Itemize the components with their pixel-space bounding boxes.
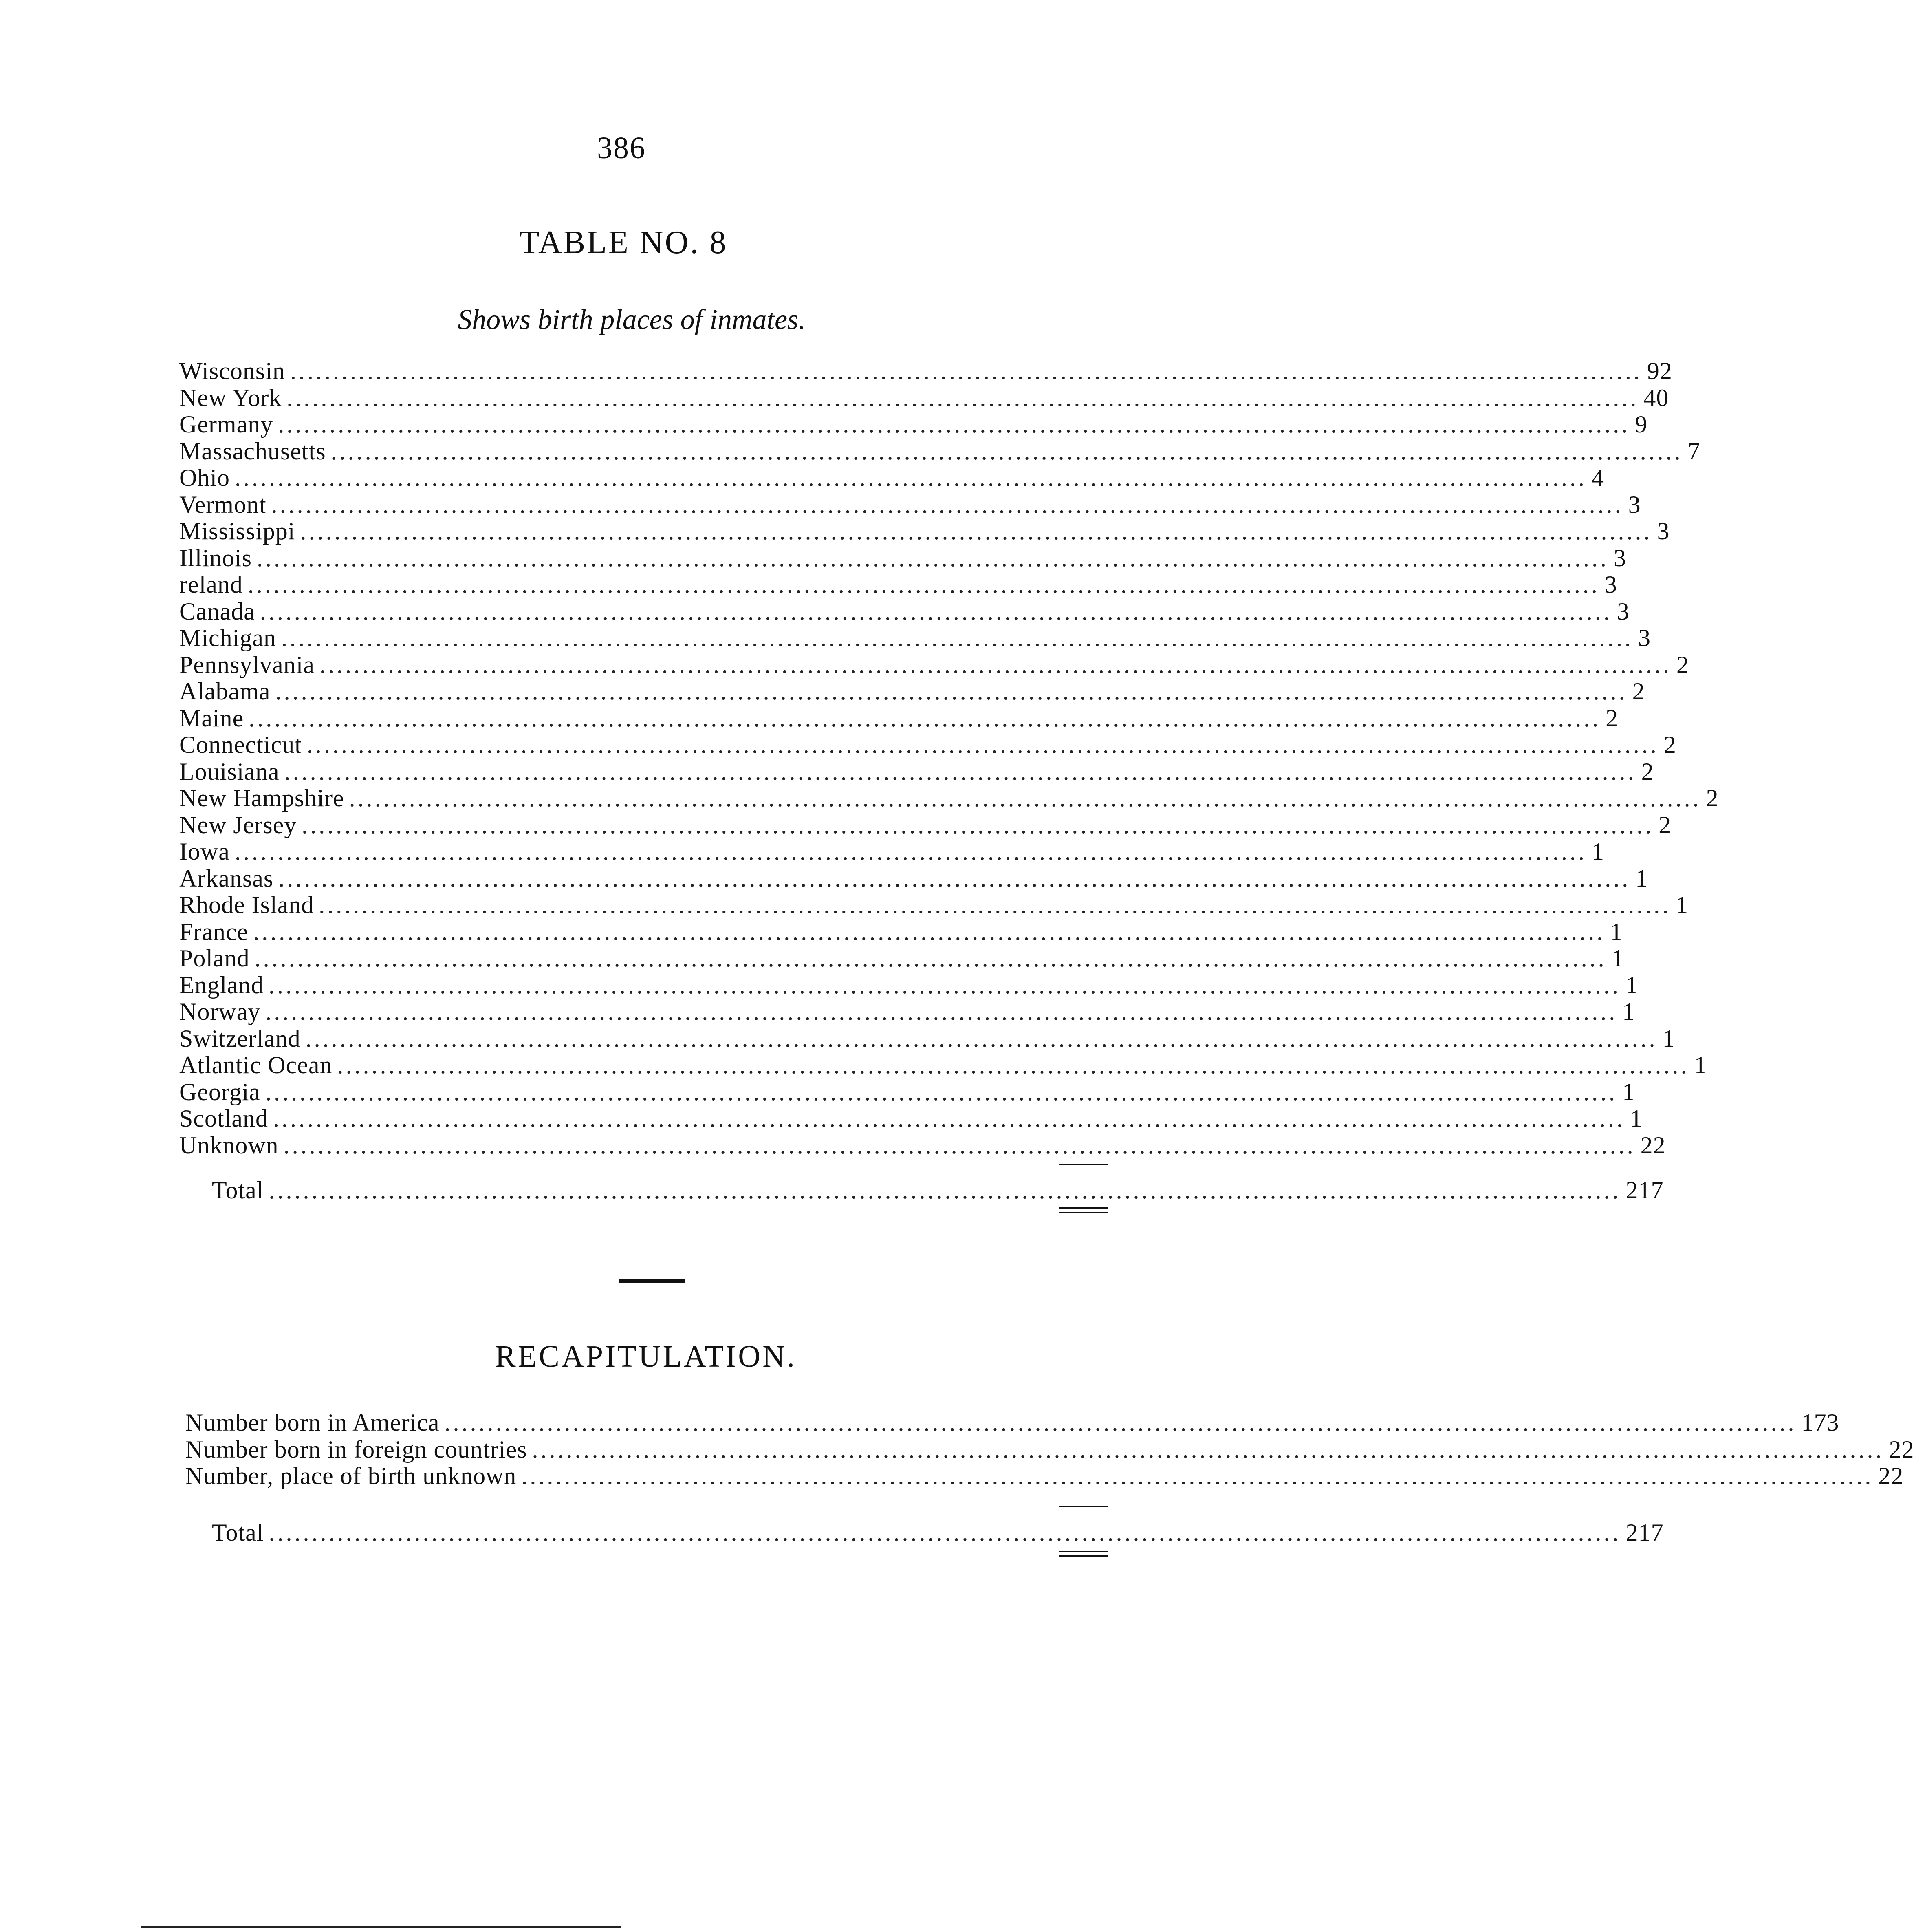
- birthplace-row: [179, 1131, 1666, 1159]
- leader-dots: ..............................................................................................................................................................: [257, 544, 1609, 571]
- leader-dots: ..............................................................................................................................................................: [532, 1436, 1884, 1463]
- birthplace-value: 2: [1676, 651, 1689, 678]
- birthplace-value: 1: [1630, 1105, 1643, 1132]
- birthplace-label: Iowa: [179, 838, 230, 865]
- birthplace-label: Louisiana: [179, 758, 280, 785]
- leader-dots: ..............................................................................................................................................................: [235, 464, 1587, 491]
- birthplace-row: [179, 491, 1641, 518]
- leader-dots: ..............................................................................................................................................................: [521, 1462, 1874, 1489]
- leader-dots: ..............................................................................................................................................................: [281, 624, 1633, 651]
- table-title: TABLE NO. 8: [519, 225, 728, 260]
- leader-dots: ..............................................................................................................................................................: [265, 998, 1618, 1025]
- birthplace-row: [179, 945, 1624, 972]
- leader-dots: ..............................................................................................................................................................: [234, 838, 1587, 865]
- birthplace-row: [179, 651, 1689, 679]
- leader-dots: ..............................................................................................................................................................: [305, 1025, 1658, 1052]
- birthplace-row: [179, 598, 1630, 625]
- birthplace-row: [179, 731, 1676, 759]
- leader-dots: ..............................................................................................................................................................: [278, 411, 1630, 438]
- recap-row: [185, 1436, 1914, 1463]
- recap-total-label: Total: [212, 1519, 264, 1546]
- recap-total-row: [212, 1519, 1664, 1546]
- leader-dots: ..............................................................................................................................................................: [300, 518, 1652, 545]
- birthplace-label: Germany: [179, 411, 273, 438]
- total-row: [212, 1177, 1664, 1204]
- birthplace-label: Wisconsin: [179, 357, 285, 384]
- birthplace-value: 1: [1610, 918, 1623, 945]
- birthplace-row: [179, 918, 1623, 946]
- leader-dots: ..............................................................................................................................................................: [269, 1519, 1621, 1546]
- birthplace-value: 3: [1617, 598, 1630, 625]
- leader-dots: ..............................................................................................................................................................: [306, 731, 1659, 758]
- birthplace-row: [179, 678, 1645, 705]
- recapitulation-title: RECAPITULATION.: [495, 1339, 797, 1374]
- leader-dots: ..............................................................................................................................................................: [302, 811, 1654, 838]
- birthplace-row: [179, 971, 1638, 999]
- leader-dots: ..............................................................................................................................................................: [337, 1052, 1689, 1078]
- birthplace-row: [179, 865, 1648, 892]
- birthplace-label: Maine: [179, 704, 244, 732]
- birthplace-value: 1: [1635, 865, 1648, 892]
- birthplace-value: 2: [1663, 731, 1676, 758]
- leader-dots: ..............................................................................................................................................................: [269, 1177, 1621, 1204]
- recap-row: [185, 1409, 1839, 1436]
- birthplace-value: 1: [1625, 971, 1638, 999]
- leader-dots: ..............................................................................................................................................................: [286, 384, 1639, 411]
- birthplace-value: 1: [1662, 1025, 1675, 1052]
- recap-value: 22: [1878, 1462, 1904, 1489]
- birthplace-row: [179, 624, 1651, 652]
- section-divider: [619, 1279, 685, 1283]
- total-label: Total: [212, 1177, 264, 1204]
- leader-dots: ..............................................................................................................................................................: [290, 357, 1642, 384]
- recap-row: [185, 1462, 1904, 1490]
- birthplace-label: Unknown: [179, 1131, 279, 1159]
- birthplace-label: France: [179, 918, 249, 945]
- birthplace-value: 3: [1614, 544, 1627, 571]
- double-rule: [1059, 1207, 1108, 1213]
- birthplace-row: [179, 1078, 1635, 1106]
- birthplace-label: England: [179, 971, 264, 999]
- birthplace-value: 3: [1657, 518, 1670, 545]
- leader-dots: ..............................................................................................................................................................: [260, 598, 1612, 625]
- leader-dots: ..............................................................................................................................................................: [444, 1409, 1797, 1436]
- birthplace-value: 1: [1591, 838, 1604, 865]
- birthplace-row: [179, 1025, 1675, 1052]
- birthplace-row: [179, 998, 1635, 1026]
- birthplace-row: [179, 571, 1617, 598]
- birthplace-row: [179, 464, 1604, 492]
- leader-dots: ..............................................................................................................................................................: [278, 865, 1631, 892]
- recap-label: Number, place of birth unknown: [185, 1462, 517, 1489]
- recap-sum-rule: [1059, 1506, 1108, 1507]
- leader-dots: ..............................................................................................................................................................: [330, 437, 1683, 465]
- leader-dots: ..............................................................................................................................................................: [283, 1131, 1636, 1159]
- birthplace-label: Georgia: [179, 1078, 261, 1105]
- birthplace-row: [179, 357, 1672, 385]
- birthplace-value: 3: [1628, 491, 1641, 518]
- birthplace-label: Scotland: [179, 1105, 268, 1132]
- birthplace-label: Massachusetts: [179, 437, 326, 465]
- recapitulation-table: [185, 1409, 1914, 1490]
- birthplace-value: 3: [1604, 571, 1617, 598]
- birthplace-value: 1: [1622, 998, 1635, 1025]
- birthplace-value: 7: [1687, 437, 1700, 465]
- leader-dots: ..............................................................................................................................................................: [271, 491, 1623, 518]
- birthplace-value: 2: [1706, 785, 1719, 812]
- birthplace-value: 3: [1638, 624, 1651, 651]
- birthplace-value: 92: [1647, 357, 1672, 384]
- birthplace-row: [179, 544, 1627, 572]
- birthplace-label: Michigan: [179, 624, 276, 651]
- leader-dots: ..............................................................................................................................................................: [247, 571, 1600, 598]
- birthplace-label: reland: [179, 571, 243, 598]
- birthplace-label: Poland: [179, 945, 250, 972]
- leader-dots: ..............................................................................................................................................................: [268, 971, 1621, 999]
- birthplace-row: [179, 384, 1669, 412]
- birthplace-row: [179, 704, 1619, 732]
- birthplace-value: 9: [1635, 411, 1648, 438]
- recap-label: Number born in America: [185, 1409, 440, 1436]
- birthplace-row: [179, 758, 1654, 785]
- birthplace-row: [179, 411, 1648, 438]
- birthplace-row: [179, 811, 1672, 839]
- leader-dots: ..............................................................................................................................................................: [284, 758, 1636, 785]
- leader-dots: ..............................................................................................................................................................: [265, 1078, 1618, 1105]
- recap-total-value: 217: [1625, 1519, 1664, 1546]
- birthplace-row: [179, 1052, 1707, 1079]
- birthplace-table: [179, 357, 1719, 1159]
- birthplace-label: Canada: [179, 598, 255, 625]
- birthplace-row: [179, 891, 1689, 919]
- total-value: 217: [1625, 1177, 1664, 1204]
- birthplace-label: Vermont: [179, 491, 267, 518]
- birthplace-value: 2: [1606, 704, 1619, 732]
- recap-double-rule: [1059, 1551, 1108, 1557]
- birthplace-value: 40: [1643, 384, 1669, 411]
- leader-dots: ..............................................................................................................................................................: [349, 785, 1701, 812]
- birthplace-value: 2: [1641, 758, 1654, 785]
- birthplace-row: [179, 437, 1700, 465]
- birthplace-label: New York: [179, 384, 282, 411]
- birthplace-row: [179, 838, 1604, 865]
- birthplace-label: Ohio: [179, 464, 230, 491]
- birthplace-row: [179, 518, 1670, 545]
- bottom-rule: [141, 1926, 621, 1928]
- recap-label: Number born in foreign countries: [185, 1436, 527, 1463]
- birthplace-value: 2: [1632, 678, 1645, 705]
- recap-value: 173: [1801, 1409, 1839, 1436]
- birthplace-label: Atlantic Ocean: [179, 1052, 333, 1078]
- leader-dots: ..............................................................................................................................................................: [253, 918, 1606, 945]
- leader-dots: ..............................................................................................................................................................: [275, 678, 1628, 705]
- leader-dots: ..............................................................................................................................................................: [319, 651, 1672, 678]
- birthplace-value: 1: [1694, 1052, 1707, 1078]
- birthplace-label: New Hampshire: [179, 785, 344, 812]
- birthplace-label: Mississippi: [179, 518, 295, 545]
- leader-dots: ..............................................................................................................................................................: [254, 945, 1607, 972]
- birthplace-value: 2: [1659, 811, 1672, 838]
- birthplace-label: Arkansas: [179, 865, 274, 892]
- birthplace-label: Rhode Island: [179, 891, 314, 918]
- leader-dots: ..............................................................................................................................................................: [273, 1105, 1625, 1132]
- birthplace-label: Norway: [179, 998, 261, 1025]
- birthplace-label: New Jersey: [179, 811, 297, 838]
- birthplace-label: Illinois: [179, 544, 252, 571]
- leader-dots: ..............................................................................................................................................................: [319, 891, 1671, 918]
- birthplace-row: [179, 1105, 1643, 1132]
- recap-value: 22: [1889, 1436, 1914, 1463]
- birthplace-label: Alabama: [179, 678, 271, 705]
- birthplace-label: Switzerland: [179, 1025, 301, 1052]
- birthplace-value: 1: [1622, 1078, 1635, 1105]
- table-subtitle: Shows birth places of inmates.: [458, 304, 806, 335]
- birthplace-label: Connecticut: [179, 731, 302, 758]
- birthplace-value: 22: [1640, 1131, 1666, 1159]
- birthplace-value: 4: [1592, 464, 1604, 491]
- sum-rule: [1059, 1164, 1108, 1165]
- birthplace-value: 1: [1611, 945, 1624, 972]
- birthplace-value: 1: [1676, 891, 1689, 918]
- leader-dots: ..............................................................................................................................................................: [249, 704, 1601, 732]
- page-number: 386: [597, 131, 646, 165]
- birthplace-row: [179, 785, 1719, 812]
- birthplace-label: Pennsylvania: [179, 651, 315, 678]
